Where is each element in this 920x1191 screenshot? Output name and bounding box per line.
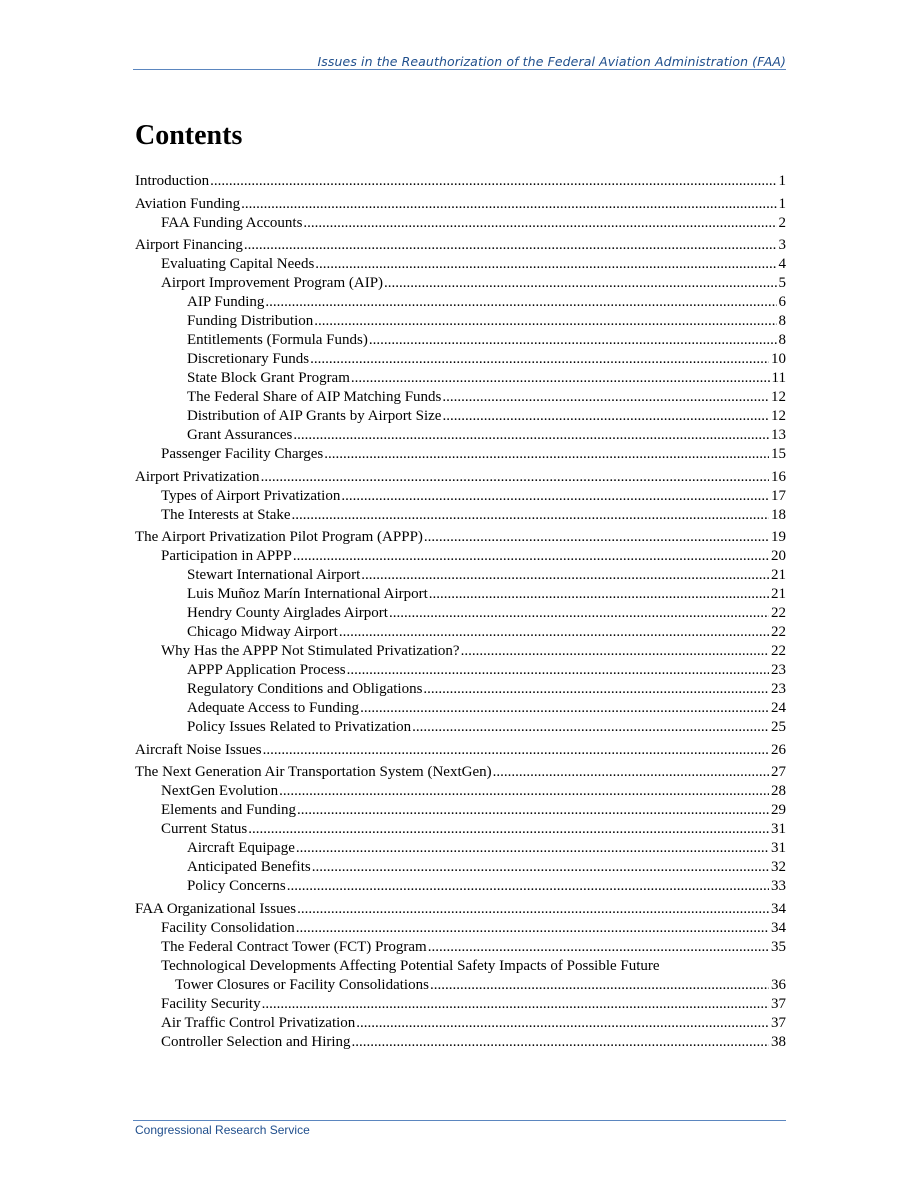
- toc-entry[interactable]: [135, 426, 786, 445]
- toc-dot-leader: [244, 236, 777, 255]
- toc-dot-leader: [428, 938, 769, 957]
- toc-entry-title: Policy Concerns: [187, 878, 286, 894]
- toc-page-number: 26: [771, 741, 786, 758]
- toc-dot-leader: [293, 426, 769, 445]
- toc-dot-leader: [389, 604, 769, 623]
- toc-page-number: 1: [778, 195, 786, 212]
- toc-dot-leader: [297, 801, 769, 820]
- toc-page-number: 5: [778, 275, 786, 291]
- toc-entry-title: Grant Assurances: [187, 427, 293, 443]
- toc-entry-title: Anticipated Benefits: [187, 859, 311, 875]
- toc-entry-title: The Federal Contract Tower (FCT) Program: [161, 938, 427, 955]
- toc-entry[interactable]: [135, 1033, 786, 1052]
- toc-page-number: 21: [771, 567, 786, 583]
- toc-entry-title: The Interests at Stake: [161, 506, 291, 523]
- toc-page-number: 16: [771, 468, 786, 485]
- toc-dot-leader: [369, 331, 777, 350]
- toc-page-number: 8: [778, 332, 786, 348]
- toc-entry[interactable]: [135, 976, 786, 995]
- toc-page-number: 15: [771, 446, 786, 462]
- toc-page-number: 23: [771, 662, 786, 678]
- toc-page-number: 25: [771, 719, 786, 735]
- toc-dot-leader: [352, 1033, 769, 1052]
- toc-entry[interactable]: [135, 661, 786, 680]
- footer-rule: [133, 1120, 786, 1121]
- toc-entry[interactable]: [135, 699, 786, 718]
- toc-entry-title: Entitlements (Formula Funds): [187, 332, 368, 348]
- toc-entry[interactable]: [135, 680, 786, 699]
- toc-dot-leader: [265, 293, 776, 312]
- toc-entry-title: Elements and Funding: [161, 802, 296, 818]
- toc-dot-leader: [241, 195, 776, 214]
- toc-entry[interactable]: [135, 566, 786, 585]
- toc-dot-leader: [442, 388, 769, 407]
- toc-entry-title: FAA Funding Accounts: [161, 214, 303, 231]
- toc-dot-leader: [412, 718, 769, 737]
- toc-entry[interactable]: [135, 763, 786, 782]
- toc-entry[interactable]: [135, 407, 786, 426]
- toc-entry[interactable]: [135, 331, 786, 350]
- toc-page-number: 23: [771, 681, 786, 697]
- toc-entry[interactable]: [135, 293, 786, 312]
- toc-entry-title: Aircraft Noise Issues: [135, 741, 262, 758]
- toc-entry[interactable]: [135, 1014, 786, 1033]
- toc-entry-title: Tower Closures or Facility Consolidations: [175, 976, 429, 993]
- toc-entry-title: Funding Distribution: [187, 313, 314, 329]
- toc-dot-leader: [296, 839, 769, 858]
- toc-entry[interactable]: [135, 487, 786, 506]
- toc-page-number: 12: [771, 389, 786, 405]
- toc-entry-title: Current Status: [161, 821, 248, 837]
- toc-entry[interactable]: [135, 274, 786, 293]
- toc-entry-title: The Federal Share of AIP Matching Funds: [187, 389, 442, 405]
- toc-dot-leader: [263, 741, 769, 760]
- toc-entry[interactable]: [135, 528, 786, 547]
- toc-dot-leader: [262, 995, 769, 1014]
- toc-entry-title: State Block Grant Program: [187, 370, 350, 386]
- toc-dot-leader: [360, 699, 769, 718]
- toc-entry-title: Aviation Funding: [135, 195, 241, 212]
- toc-page-number: 32: [771, 859, 786, 875]
- toc-page-number: 12: [771, 408, 786, 424]
- toc-dot-leader: [324, 445, 769, 464]
- toc-page-number: 37: [771, 995, 786, 1012]
- toc-entry[interactable]: [135, 255, 786, 274]
- toc-page-number: 4: [778, 256, 786, 272]
- toc-entry-title: FAA Organizational Issues: [135, 900, 297, 917]
- toc-entry[interactable]: [135, 877, 786, 896]
- toc-page-number: 29: [771, 802, 786, 818]
- toc-entry-title: Luis Muñoz Marín International Airport: [187, 586, 428, 602]
- toc-entry-title: Aircraft Equipage: [187, 840, 295, 856]
- toc-entry-title: Air Traffic Control Privatization: [161, 1014, 356, 1031]
- toc-entry[interactable]: [135, 820, 786, 839]
- toc-page-number: 36: [771, 976, 786, 993]
- toc-dot-leader: [279, 782, 769, 801]
- toc-page-number: 34: [771, 900, 786, 917]
- toc-dot-leader: [351, 369, 770, 388]
- toc-entry[interactable]: [135, 506, 786, 525]
- toc-dot-leader: [312, 858, 769, 877]
- toc-entry-title: Airport Improvement Program (AIP): [161, 275, 384, 291]
- toc-entry-title: Hendry County Airglades Airport: [187, 605, 388, 621]
- toc-entry[interactable]: [135, 388, 786, 407]
- toc-page-number: 20: [771, 548, 786, 564]
- toc-entry-title: Evaluating Capital Needs: [161, 256, 315, 272]
- toc-entry-title: Why Has the APPP Not Stimulated Privatization?: [161, 643, 460, 659]
- toc-page-number: 22: [771, 624, 786, 640]
- toc-entry-title: Airport Financing: [135, 237, 243, 253]
- toc-dot-leader: [303, 214, 776, 233]
- toc-entry-title: The Next Generation Air Transportation System (NextGen): [135, 764, 492, 780]
- toc-entry-title: Airport Privatization: [135, 468, 260, 485]
- toc-page-number: 34: [771, 919, 786, 936]
- toc-entry[interactable]: [135, 839, 786, 858]
- toc-entry[interactable]: [135, 369, 786, 388]
- toc-entry-title: Regulatory Conditions and Obligations: [187, 681, 423, 697]
- toc-page-number: 19: [771, 529, 786, 545]
- footer-source: Congressional Research Service: [135, 1123, 310, 1137]
- toc-page-number: 38: [771, 1033, 786, 1050]
- toc-dot-leader: [339, 623, 769, 642]
- toc-dot-leader: [430, 976, 769, 995]
- toc-dot-leader: [341, 487, 769, 506]
- toc-entry[interactable]: [135, 995, 786, 1014]
- toc-entry-title: Participation in APPP: [161, 548, 292, 564]
- toc-page-number: 3: [778, 237, 786, 253]
- toc-dot-leader: [296, 919, 769, 938]
- toc-entry-title: Adequate Access to Funding: [187, 700, 360, 716]
- toc-dot-leader: [384, 274, 776, 293]
- toc-entry-title: The Airport Privatization Pilot Program (APPP): [135, 529, 423, 545]
- toc-entry[interactable]: [135, 195, 786, 214]
- toc-dot-leader: [429, 585, 769, 604]
- toc-page-number: 2: [778, 214, 786, 231]
- toc-page-number: 13: [771, 427, 786, 443]
- toc-entry-title: Introduction: [135, 173, 210, 189]
- toc-page-number: 37: [771, 1014, 786, 1031]
- header-rule: [133, 69, 786, 70]
- toc-entry-title: Types of Airport Privatization: [161, 487, 341, 504]
- toc-entry[interactable]: [135, 585, 786, 604]
- toc-page-number: 35: [771, 938, 786, 955]
- toc-dot-leader: [292, 506, 769, 525]
- toc-dot-leader: [356, 1014, 769, 1033]
- toc-entry-title: Facility Security: [161, 995, 261, 1012]
- toc-entry[interactable]: [135, 642, 786, 661]
- toc-page-number: 31: [771, 840, 786, 856]
- toc-dot-leader: [297, 900, 769, 919]
- toc-entry[interactable]: [135, 468, 786, 487]
- toc-dot-leader: [424, 528, 769, 547]
- toc-page-number: 6: [778, 294, 786, 310]
- toc-dot-leader: [493, 763, 769, 782]
- toc-page-number: 22: [771, 643, 786, 659]
- toc-entry[interactable]: [135, 900, 786, 919]
- toc-entry[interactable]: [135, 623, 786, 642]
- toc-entry-title: Policy Issues Related to Privatization: [187, 719, 412, 735]
- toc-entry-title: NextGen Evolution: [161, 783, 279, 799]
- toc-entry-title: Controller Selection and Hiring: [161, 1033, 351, 1050]
- toc-dot-leader: [361, 566, 769, 585]
- toc-entry[interactable]: [135, 718, 786, 737]
- toc-page-number: 33: [771, 878, 786, 894]
- toc-dot-leader: [347, 661, 769, 680]
- toc-dot-leader: [293, 547, 769, 566]
- toc-dot-leader: [315, 255, 776, 274]
- toc-page-number: 22: [771, 605, 786, 621]
- toc-page-number: 11: [771, 370, 786, 386]
- toc-entry-title: APPP Application Process: [187, 662, 346, 678]
- toc-entry-title: Stewart International Airport: [187, 567, 361, 583]
- toc-entry-title: Technological Developments Affecting Potential Safety Impacts of Possible Future: [161, 957, 660, 974]
- toc-page-number: 10: [771, 351, 786, 367]
- running-header: Issues in the Reauthorization of the Federal Aviation Administration (FAA): [317, 54, 786, 69]
- toc-page-number: 24: [771, 700, 786, 716]
- page-title: Contents: [135, 120, 243, 151]
- toc-entry-title: Discretionary Funds: [187, 351, 310, 367]
- toc-entry-title: Facility Consolidation: [161, 919, 295, 936]
- toc-entry[interactable]: [135, 957, 786, 976]
- toc-page-number: 17: [771, 487, 786, 504]
- toc-entry[interactable]: [135, 858, 786, 877]
- toc-dot-leader: [442, 407, 769, 426]
- toc-entry[interactable]: [135, 350, 786, 369]
- toc-entry-title: Passenger Facility Charges: [161, 446, 324, 462]
- toc-entry-title: Chicago Midway Airport: [187, 624, 338, 640]
- toc-entry[interactable]: [135, 312, 786, 331]
- toc-dot-leader: [310, 350, 769, 369]
- toc-page-number: 31: [771, 821, 786, 837]
- toc-entry[interactable]: [135, 236, 786, 255]
- toc-dot-leader: [287, 877, 769, 896]
- toc-entry-title: Distribution of AIP Grants by Airport Size: [187, 408, 442, 424]
- toc-entry-title: AIP Funding: [187, 294, 265, 310]
- toc-entry[interactable]: [135, 547, 786, 566]
- toc-entry[interactable]: [135, 801, 786, 820]
- toc-entry[interactable]: [135, 919, 786, 938]
- toc-page-number: 8: [778, 313, 786, 329]
- toc-page-number: 21: [771, 586, 786, 602]
- toc-entry[interactable]: [135, 214, 786, 233]
- table-of-contents: [135, 172, 786, 1052]
- toc-entry[interactable]: [135, 741, 786, 760]
- toc-page-number: 28: [771, 783, 786, 799]
- toc-entry[interactable]: [135, 172, 786, 191]
- toc-page-number: 18: [771, 506, 786, 523]
- toc-entry[interactable]: [135, 445, 786, 464]
- toc-dot-leader: [210, 172, 776, 191]
- toc-entry[interactable]: [135, 938, 786, 957]
- toc-dot-leader: [314, 312, 776, 331]
- toc-dot-leader: [248, 820, 769, 839]
- toc-page-number: 27: [771, 764, 786, 780]
- toc-dot-leader: [423, 680, 769, 699]
- toc-dot-leader: [461, 642, 769, 661]
- toc-page-number: 1: [778, 173, 786, 189]
- toc-dot-leader: [261, 468, 769, 487]
- toc-entry[interactable]: [135, 782, 786, 801]
- toc-entry[interactable]: [135, 604, 786, 623]
